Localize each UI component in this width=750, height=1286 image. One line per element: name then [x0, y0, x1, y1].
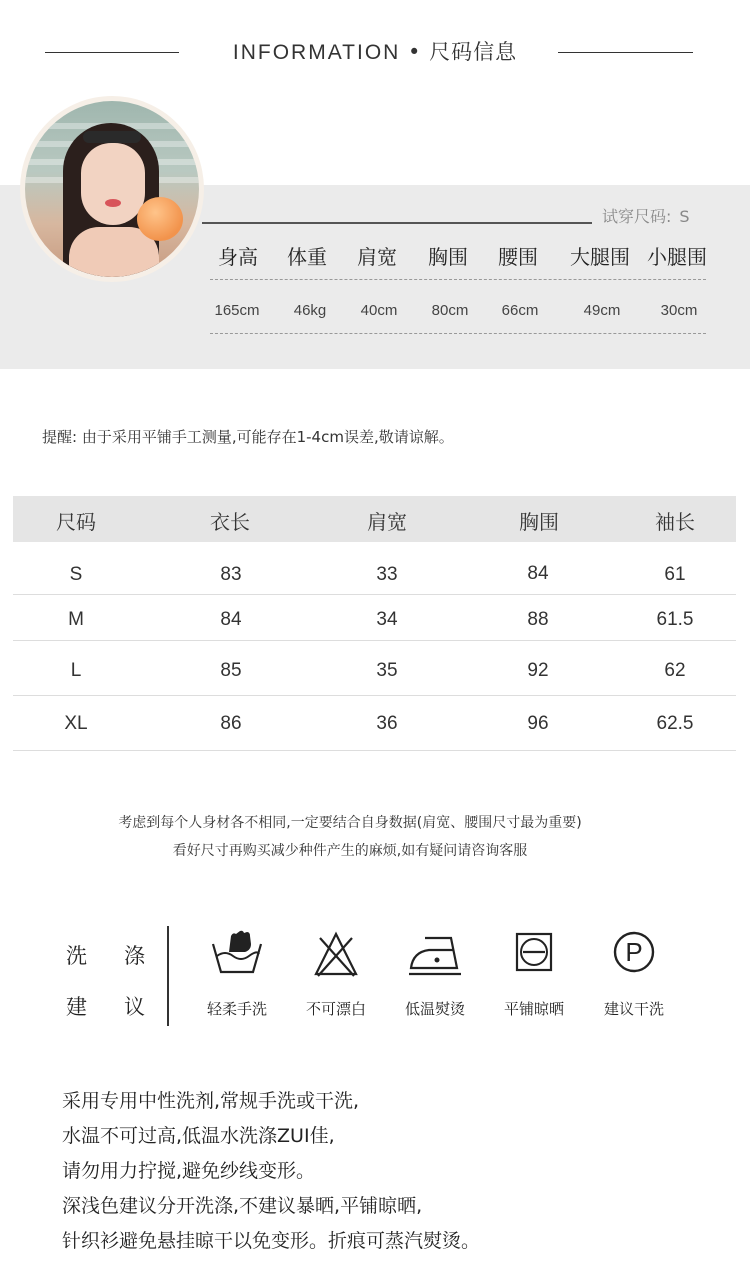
table-row: [13, 641, 736, 696]
wash-label: 平铺晾晒: [503, 1000, 564, 1018]
fit-note: 考虑到每个人身材各不相同,一定要结合自身数据(肩宽、腰围尺寸最为重要): [118, 815, 582, 831]
no-bleach-icon: [306, 928, 366, 980]
title-separator: •: [408, 40, 422, 64]
model-rule: [202, 222, 592, 224]
table-cell: XL: [64, 713, 88, 734]
wash-label: 建议干洗: [603, 1000, 664, 1018]
title-en: INFORMATION: [232, 41, 401, 64]
wash-title-char: 建: [66, 995, 87, 1019]
col-header: 肩宽: [367, 510, 407, 534]
model-value: 165cm: [214, 302, 260, 319]
wash-title: [66, 940, 182, 970]
low-iron-icon: [405, 928, 465, 980]
wash-label: 轻柔手洗: [206, 1000, 267, 1018]
wash-item: [489, 928, 579, 1019]
model-value: 80cm: [431, 302, 469, 319]
dry-flat-icon: [504, 928, 564, 980]
model-value: 30cm: [660, 302, 698, 319]
care-line: 采用专用中性洗剂,常规手洗或干洗,: [62, 1090, 360, 1112]
wash-divider: [167, 926, 169, 1026]
model-label: 肩宽: [357, 245, 397, 269]
model-value: 66cm: [501, 302, 539, 319]
model-value: 46kg: [293, 302, 327, 319]
care-line: 深浅色建议分开洗涤,不建议暴晒,平铺晾晒,: [62, 1195, 423, 1217]
page-title: [0, 36, 750, 66]
size-table: [13, 496, 736, 751]
wash-title-char: 洗: [66, 944, 87, 968]
wash-item: [390, 928, 480, 1019]
col-header: 胸围: [519, 510, 559, 534]
table-cell: 34: [376, 609, 398, 630]
table-cell: 86: [220, 713, 242, 734]
model-photo: [25, 101, 199, 277]
table-row: [13, 696, 736, 751]
tryon-label: 试穿尺码:: [602, 207, 672, 226]
table-row: [13, 595, 736, 641]
model-value: 49cm: [583, 302, 621, 319]
care-instructions: [62, 1084, 480, 1259]
table-cell: 35: [376, 660, 398, 681]
model-label: 体重: [287, 245, 327, 269]
model-value: 40cm: [360, 302, 398, 319]
wash-title: [66, 991, 182, 1021]
table-cell: 96: [527, 713, 549, 734]
tryon-size: [602, 204, 690, 227]
care-line: 针织衫避免悬挂晾干以免变形。折痕可蒸汽熨烫。: [62, 1230, 481, 1252]
table-cell: 33: [376, 564, 398, 585]
dry-clean-symbol: P: [625, 937, 643, 967]
table-cell: 88: [527, 609, 549, 630]
hand-wash-icon: [207, 928, 267, 980]
wash-label: 低温熨烫: [404, 1000, 465, 1018]
model-label: 小腿围: [647, 245, 707, 269]
table-cell: 62.5: [656, 713, 694, 734]
wash-title-char: 议: [124, 995, 145, 1019]
wash-item: [192, 928, 282, 1019]
wash-item: [291, 928, 381, 1019]
table-row: [13, 542, 736, 595]
table-cell: 92: [527, 660, 549, 681]
care-line: 水温不可过高,低温水洗涤ZUI佳,: [62, 1125, 335, 1147]
table-cell: 36: [376, 713, 398, 734]
table-cell: L: [70, 660, 82, 681]
model-label: 胸围: [428, 245, 468, 269]
size-table-header: [13, 496, 736, 542]
table-cell: 85: [220, 660, 242, 681]
model-label: 大腿围: [570, 245, 630, 269]
col-header: 衣长: [210, 510, 250, 534]
table-cell: 84: [527, 563, 549, 584]
table-cell: 62: [664, 660, 686, 681]
care-line: 请勿用力拧搅,避免纱线变形。: [62, 1160, 316, 1182]
wash-title-char: 涤: [124, 944, 145, 968]
table-cell: M: [68, 609, 84, 630]
fit-note: 看好尺寸再购买减少种件产生的麻烦,如有疑问请咨询客服: [172, 843, 528, 859]
wash-item: [589, 928, 679, 1019]
model-avatar: [20, 96, 204, 282]
col-header: 尺码: [56, 510, 96, 534]
table-cell: 61: [664, 564, 686, 585]
model-label: 腰围: [498, 245, 538, 269]
table-cell: S: [69, 564, 83, 585]
table-cell: 84: [220, 609, 242, 630]
peach-shape: [137, 197, 183, 241]
dry-clean-icon: [604, 928, 664, 980]
wash-label: 不可漂白: [305, 1000, 366, 1018]
dashed-divider: [210, 279, 706, 280]
table-cell: 61.5: [656, 609, 694, 630]
col-header: 袖长: [655, 510, 695, 534]
table-cell: 83: [220, 564, 242, 585]
model-label: 身高: [218, 245, 258, 269]
dashed-divider: [210, 333, 706, 334]
section-header: [0, 0, 750, 100]
tryon-value: S: [679, 207, 690, 226]
header-rule-right: [558, 52, 693, 53]
title-cn: 尺码信息: [429, 40, 518, 64]
measurement-reminder: 提醒: 由于采用平铺手工测量,可能存在1-4cm误差,敬请谅解。: [42, 428, 454, 446]
